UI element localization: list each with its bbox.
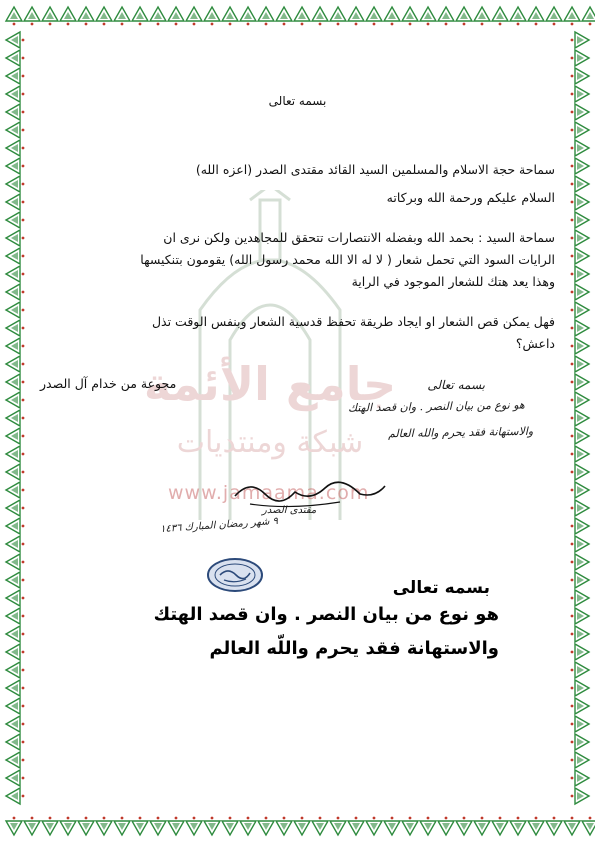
letter-addressee: سماحة حجة الاسلام والمسلمين السيد القائد مقتدى الصدر (اعزه الله) xyxy=(195,162,555,177)
handwritten-reply-line-2: والاستهانة فقد يحرم والله العالم xyxy=(387,424,534,441)
letter-question-line-2: داعش؟ xyxy=(515,336,555,351)
letter-sender: مجوعة من خدام آل الصدر xyxy=(40,376,177,391)
letter-greeting: السلام عليكم ورحمة الله وبركاته xyxy=(386,190,555,205)
typed-reply-basmala: بسمه تعالى xyxy=(392,578,490,598)
handwritten-reply-line-1: هو نوع من بيان النصر . وان قصد الهتك xyxy=(348,398,526,415)
seal-stamp xyxy=(206,557,264,593)
letter-question-line-1: فهل يمكن قص الشعار او ايجاد طريقة تحفظ قدسية الشعار وبنفس الوقت تذل xyxy=(151,314,555,329)
decorative-border-top xyxy=(0,0,595,30)
decorative-border-right xyxy=(567,0,595,842)
letter-body-line-1: سماحة السيد : بحمد الله وبفضله الانتصارات تتحقق للمجاهدين ولكن نرى ان xyxy=(163,230,555,245)
watermark-subtitle: شبكة ومنتديات xyxy=(176,425,364,460)
decorative-border-bottom xyxy=(0,812,595,842)
letter-body xyxy=(40,40,555,800)
handwritten-date: ٩ شهر رمضان المبارك ١٤٣٦ xyxy=(159,515,279,536)
decorative-border-left xyxy=(0,0,28,842)
typed-reply-line-2: والاستهانة فقد يحرم واللّه العالم xyxy=(209,638,499,659)
watermark-title: جامع الأئمة xyxy=(143,357,397,411)
letter-body-line-3: وهذا يعد هتك للشعار الموجود في الراية xyxy=(351,274,555,289)
letter-basmala: بسمه تعالى xyxy=(268,94,327,108)
handwritten-signature-name: مقتدى الصدر xyxy=(262,505,317,516)
typed-reply-line-1: هو نوع من بيان النصر . وان قصد الهتك xyxy=(153,604,499,625)
handwritten-basmala: بسمه تعالى xyxy=(427,378,485,392)
watermark-url: www.jamaama.com xyxy=(168,482,370,504)
letter-body-line-2: الرايات السود التي تحمل شعار ( لا له الا الله محمد رسول الله) يقومون بتنكيسها xyxy=(140,252,555,267)
